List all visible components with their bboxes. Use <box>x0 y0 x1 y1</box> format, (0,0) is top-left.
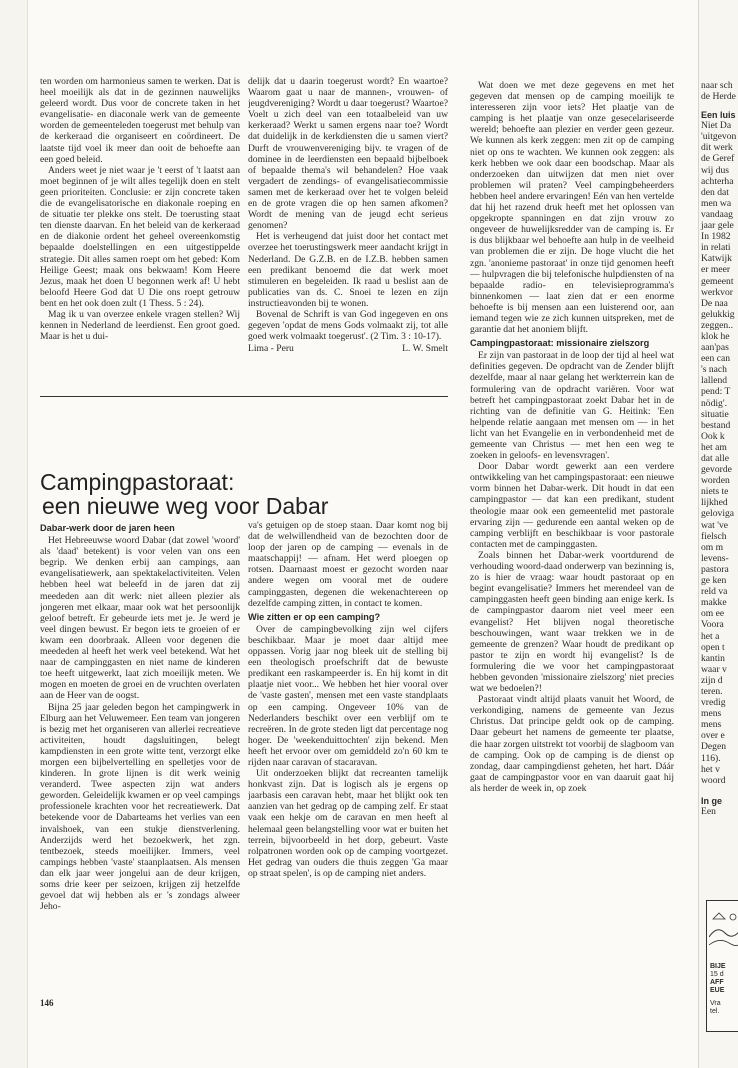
page-number: 146 <box>40 998 54 1008</box>
edge-line: pend: T <box>701 386 731 398</box>
edge-line: om ee <box>701 608 725 620</box>
article-para: Zoals binnen het Dabar-werk voortdurend de verhouding woord-daad onderwerp van bezinning is, zo is hier de vraag: waar houdt pastoraat op en begint evangelisatie? Immers het merendeel van de campinggasten heeft geen binding aan enige kerk. Is de campingpastor daarom niet veel meer een evangelist? Het blijven nogal theoretische beschouwingen, want waar trekken we in de gemeente de grenzen? Waar houdt de predikant op pastor te zijn en wordt hij evangelist? Is de formulering die we voor het campingpastoraat hebben gevonden 'missionaire zielszorg' niet precies wat we bedoelen?! <box>470 549 674 695</box>
edge-line: Voora <box>701 619 724 631</box>
top-col1-para: ten worden om harmonieus samen te werken. Dat is heel moeilijk als dat in de gezinnen nauwelijks geleerd wordt. Dus voor de concrete taken in het evangelisatie- en diaconale werk van de gemeente worden de gemeenteleden toegerust met behulp van de kerkeraad die organiseert en coördineert. De laatste tijd voel ik meer dan ooit de behoefte aan een goed beleid. <box>40 76 240 165</box>
edge-line: De naa <box>701 297 728 309</box>
article-title-line-1: Campingpastoraat: <box>40 469 235 495</box>
edge-line: dat alle <box>701 453 729 464</box>
edge-line: pastora <box>701 563 729 575</box>
section-heading: Wie zitten er op een camping? <box>248 611 381 622</box>
article-column-2 <box>248 520 448 990</box>
edge-heading: Een luis <box>701 110 736 121</box>
top-column-1 <box>40 76 240 394</box>
ad-line: EUE <box>710 987 725 994</box>
top-column-2 <box>248 76 448 394</box>
section-heading: Dabar-werk door de jaren heen <box>40 523 175 533</box>
edge-line: Een <box>701 805 716 817</box>
edge-line: levens- <box>701 552 729 564</box>
edge-line: In 1982 <box>701 231 731 243</box>
edge-line: het a <box>701 630 720 642</box>
edge-line: naar sch <box>701 80 733 91</box>
top-col2-para: delijk dat u daarin toegerust wordt? En waartoe? Waarom gaat u naar de mannen-, vrouwen- of jeugdvereniging? Wordt u daar toegerust? Waartoe? Voelt u zich deel van een totaalbeleid van uw kerkeraad? Werkt u samen ergens naar toe? Wordt dat duidelijk in de kerkdiensten die u samen viert? Durft de vrouwenvereniging bijv. te vragen of de dominee in de leerdiensten een bepaald bijbelboek of bepaalde thema's wil behandelen? Hoe vaak vergadert de zendings- of evangelisatiecommissie samen met de kerkeraad over het te volgen beleid en de grote vragen die op hen samen afkomen? Wordt de mening van de jeugd echt serieus genomen? <box>248 76 448 232</box>
article-para: Er zijn van pastoraat in de loop der tijd al heel wat definities gegeven. De opdracht van de Zender blijft dezelfde, maar al naar gelang het werkterrein kan de formulering van de opdracht variëren. Voor wat betreft het campingpastoraat zoekt Dabar het in de richting van de definitie van G. Heitink: 'Een helpende relatie aangaan met mensen om — in het licht van het Evangelie en in verbondenheid met de gemeente van Christus — met hen een weg te zoeken in geloofs- en levensvragen'. <box>470 350 674 462</box>
article-column-3 <box>470 80 674 990</box>
edge-line: vandaag <box>701 208 733 220</box>
edge-line: lijkhed <box>701 497 728 509</box>
edge-lines <box>699 120 738 786</box>
advertisement-box <box>706 900 738 1032</box>
edge-line: zeggen.. <box>701 319 733 331</box>
edge-line: werkvor <box>701 286 733 298</box>
edge-line: in relati <box>701 242 731 254</box>
edge-line: lallend <box>701 375 728 387</box>
signature <box>248 343 448 354</box>
article-column-1 <box>40 520 240 990</box>
edge-line: 'uitgevon <box>701 131 737 143</box>
edge-line: het am <box>701 441 727 453</box>
edge-line: dit werk <box>701 142 733 154</box>
edge-line: gemeent <box>701 275 734 287</box>
article-para: Door Dabar wordt gewerkt aan een verdere ontwikkeling van het campingspastoraat: een nieuwe vorm binnen het Dabar-werk. Dit houdt in dat een campingpastor — dat kan een predikant, student theologie maar ook een gemeentelid met pastorale ervaring zijn — gedurende een aantal weken op de camping verblijft en beschikbaar is voor pastorale contacten met de campinggasten. <box>470 461 674 550</box>
top-col2-para: Het is verheugend dat juist door het contact met overzee het toerustingswerk meer aandacht krijgt in Nederland. De G.Z.B. en de I.Z.B. hebben samen een predikant benoemd die dat werk moet stimuleren en begeleiden. Ik raad u beslist aan de publicaties van ds. C. Snoei te lezen en zijn instructieavonden bij te wonen. <box>248 231 448 309</box>
edge-line: niets te <box>701 486 729 498</box>
article-para: Pastoraat vindt altijd plaats vanuit het Woord, de verkondiging, namens de gemeente van Jezus Christus. Dat principe geldt ook op de camping. Daar gebeurt het namens de gemeente ter plaatse, die haar zorgen uitstrekt tot voorbij de slagboom van de camping. Ook op de camping is de dienst op zondag, daar campingdienst geheten, het hart. Dáár gaat de campingpastor voor en van daaruit gaat hij als herder de week in, op zoek <box>470 694 674 794</box>
edge-line: de Geref <box>701 153 735 165</box>
ad-line: tel. <box>710 1008 720 1015</box>
edge-line: gevorde <box>701 464 732 476</box>
edge-line: achterha <box>701 175 734 187</box>
section-divider <box>40 396 448 397</box>
edge-line: het v <box>701 763 720 775</box>
edge-line: bestand <box>701 419 731 431</box>
edge-line: om m <box>701 541 724 553</box>
article-para: Over de campingbevolking zijn wel cijfers beschikbaar. Maar je moet daar altijd mee oppassen. Vorig jaar nog bleek uit de stelling bij een theologisch proefschrift dat de bewuste predikant een raskampeerder is. En hij komt in dit plaatje niet voor... We hebben het hier vooral over de 'vaste gasten', mensen met een vaste standplaats op een camping. Ongeveer 10% van de Nederlanders beschikt over een verblijf om te recreëren. In de grote steden ligt dat percentage nog hoger. De 'weekenduittochten' zijn bekend. Men heeft het ervoor over om gemiddeld zo'n 60 km te rijden naar caravan of stacaravan. <box>248 623 448 768</box>
edge-line: wat 've <box>701 519 729 531</box>
edge-line: gelukkig <box>701 308 735 320</box>
edge-line: Degen <box>701 741 727 753</box>
ad-landscape-illustration <box>709 907 738 955</box>
edge-line: Niet Da <box>701 120 732 132</box>
top-col2-para: Bovenal de Schrift is van God ingegeven en ons gegeven 'opdat de mens Gods volmaakt zij, tot alle goed werk volmaakt toegerust'. (2 Tim. 3 : 10-17). <box>248 308 448 343</box>
edge-line: kantin <box>701 652 725 664</box>
edge-line: 's nach <box>701 364 727 376</box>
edge-line: makke <box>701 597 727 609</box>
edge-line: nödig'. <box>701 397 727 409</box>
edge-line: klok he <box>701 330 730 342</box>
edge-line: mens <box>701 719 722 731</box>
edge-line: situatie <box>701 408 729 420</box>
edge-line: reld va <box>701 586 728 598</box>
edge-line: de Herde <box>701 91 736 103</box>
edge-line: Ook k <box>701 430 725 442</box>
top-col1-para: Anders weet je niet waar je 't eerst of 't laatst aan moet beginnen of je wilt alles tegelijk doen en stelt geen prioriteiten. Conclusie: er zijn concrete taken die de evangelisatorische en diakonale roeping en de situatie ter plekke ons stelt. De toerusting staat ten dienste daarvan. En het beleid van de kerkeraad en de diakonie ordent het geheel overeenkomstig bepaalde doelstellingen en een uitgestippelde strategie. Dit alles samen roept om het gebed: Kom Heilige Geest; maak ons bekwaam! Kom Heere Jezus, maak het doen U begonnen werk af! U hebt beloofd Heere God dat U Die ons roept getrouw bent en het ook doen zult (1 Thess. 5 : 24). <box>40 164 240 309</box>
edge-heading: In ge <box>701 795 723 806</box>
edge-line: over e <box>701 730 725 742</box>
article-para: Bijna 25 jaar geleden begon het campingwerk in Elburg aan het Veluwemeer. Een team van jongeren is bezig met het organiseren van allerlei recreatieve activiteiten, houdt dagsluitingen, belegt kampdiensten in een grote witte tent, verzorgt elke morgen een bijbelvertelling en spelletjes voor de kinderen. In grote lijnen is dit werk weinig veranderd. Twee aspecten zijn wat anders geworden. Geleidelijk kwamen er op veel campings professionele krachten voor het recreatiewerk. Dat betekende voor de Dabarteams het verlies van een invalshoek, van een stukje dienstverlening. Anderzijds werd het bezoekwerk, het zgn. tentbezoek, steeds moeilijker. Immers, veel campings hebben 'vaste' staanplaatsen. Als mensen dan elk jaar weer jongelui aan de deur krijgen, soms drie keer per seizoen, krijgen zij hetzelfde gevoel dat wij hebben als er 's zondags alweer Jeho- <box>40 701 240 913</box>
ad-line: Vra <box>710 1000 721 1007</box>
edge-line: vredig <box>701 697 726 709</box>
signature-place: Lima - Peru <box>248 343 294 355</box>
edge-line: mens <box>701 708 722 720</box>
article-para: Het Hebreeuwse woord Dabar (dat zowel 'woord' als 'daad' betekent) is voor velen van ons een begrip. We denken erbij aan campings, aan evangelisatiewerk, aan spektakelactiviteiten. Velen hebben heel wat beleefd in de jaren dat zij meededen aan dit werk: niet alleen plezier als jongeren met elkaar, maar ook wat het persoonlijk geloof betreft. Er gebeurde iets met je. Je werd je veel dingen bewust. Er begon iets te groeien of er kwam een doorbraak. Alleen voor degenen die meededen al heeft het werk veel betekend. Wat het naar de campinggasten en niet name de kinderen toe heeft uitgewerkt, laat zich moeilijk meten. We mogen en moeten de groei en de vruchten overlaten aan de Heer van de oogst. <box>40 535 240 702</box>
edge-line: fielsch <box>701 530 727 542</box>
edge-line: open t <box>701 641 725 653</box>
edge-line: wij dus <box>701 164 729 176</box>
article-para: va's getuigen op de stoep staan. Daar komt nog bij dat de welwillendheid van de bezochten door de loop der jaren op de camping — evenals in de maatschappij! — afnam. Het werd ploegen op rotsen. Daarnaast moest er gezocht worden naar andere wegen om vooral met de oudere campinggasten, degenen die wekenachtereen op dezelfde camping zitten, in contact te komen. <box>248 520 448 609</box>
top-col1-para: Mag ik u van overzee enkele vragen stellen? Wij kennen in Nederland de leerdienst. Een groot goed. Maar is het u dui- <box>40 308 240 343</box>
edge-line: 116). <box>701 752 721 764</box>
edge-line: woord <box>701 774 726 786</box>
edge-line: zijn d <box>701 674 723 686</box>
article-para: Wat doen we met deze gegevens en met het gegeven dat mensen op de camping moeilijk te interesseren zijn voor iets? Het plaatje van de camping is het plaatje van onze gesecelariseerde wereld; behoefte aan plezier en verder geen gezeur. We kunnen als kerk zeggen: men zit op de camping niet op ons te wachten. We kunnen ook zeggen: als kerk hebben we ook daar een boodschap. Maar als onderzoeken dan uitwijzen dat men niet over problemen wil praten? Veel campingbeheerders hebben heel andere ervaringen! Eén van hen vertelde dat hij het razend druk heeft met het oplossen van opgekropte spanningen en dat zijn vrouw zo ongeveer de huwelijksredder van de camping is. Er is dus blijkbaar wel behoefte aan hulp in de veelheid van problemen die er zijn. De hoge vlucht die het zgn. 'anonieme pastoraat' in onze tijd genomen heeft — hulpvragen die bij telefonische hulpdiensten of na bepaalde radio- en televisieprogramma's binnenkomen — laat zien dat er een enorme behoefte is bij mensen aan een luisterend oor, aan iemand tegen wie ze zich kunnen uitspreken, met de garantie dat het anoniem blijft. <box>470 80 674 336</box>
edge-line: teren. <box>701 685 723 697</box>
edge-line: Katwijk <box>701 253 732 265</box>
edge-line: er meer <box>701 264 731 276</box>
edge-line: aan'pas <box>701 342 729 354</box>
edge-line: men wa <box>701 197 732 209</box>
edge-line: waar v <box>701 663 727 675</box>
edge-line: jaar gele <box>701 220 734 232</box>
ad-line: AFF <box>710 979 724 986</box>
ad-line: 15 d <box>710 971 724 978</box>
article-title <box>40 470 450 518</box>
edge-line: worden <box>701 475 730 487</box>
edge-line: ge ken <box>701 575 727 587</box>
article-title-line-2: een nieuwe weg voor Dabar <box>42 493 329 519</box>
edge-line: een can <box>701 353 731 365</box>
edge-line: geloviga <box>701 508 735 520</box>
article-para: Uit onderzoeken blijkt dat recreanten tamelijk honkvast zijn. Dat is logisch als je ergens op jaarbasis een caravan hebt, maar het blijkt ook ten aanzien van het gedrag op de camping zelf. Er staat vaak een hekje om de caravan en men heeft al helemaal geen belangstelling voor wat er buiten het terrein, bijvoorbeeld in het dorp, gebeurt. Vaste rolpatronen worden ook op de camping voortgezet. Het gedrag van ouders die thuis zeggen 'Ga maar op straat spelen', is op de camping niet anders. <box>248 768 448 879</box>
edge-line: den dat <box>701 186 729 198</box>
signature-name: L. W. Smelt <box>402 343 448 355</box>
section-heading: Campingpastoraat: missionaire zielszorg <box>470 338 650 349</box>
ad-line: BIJE <box>710 963 726 970</box>
